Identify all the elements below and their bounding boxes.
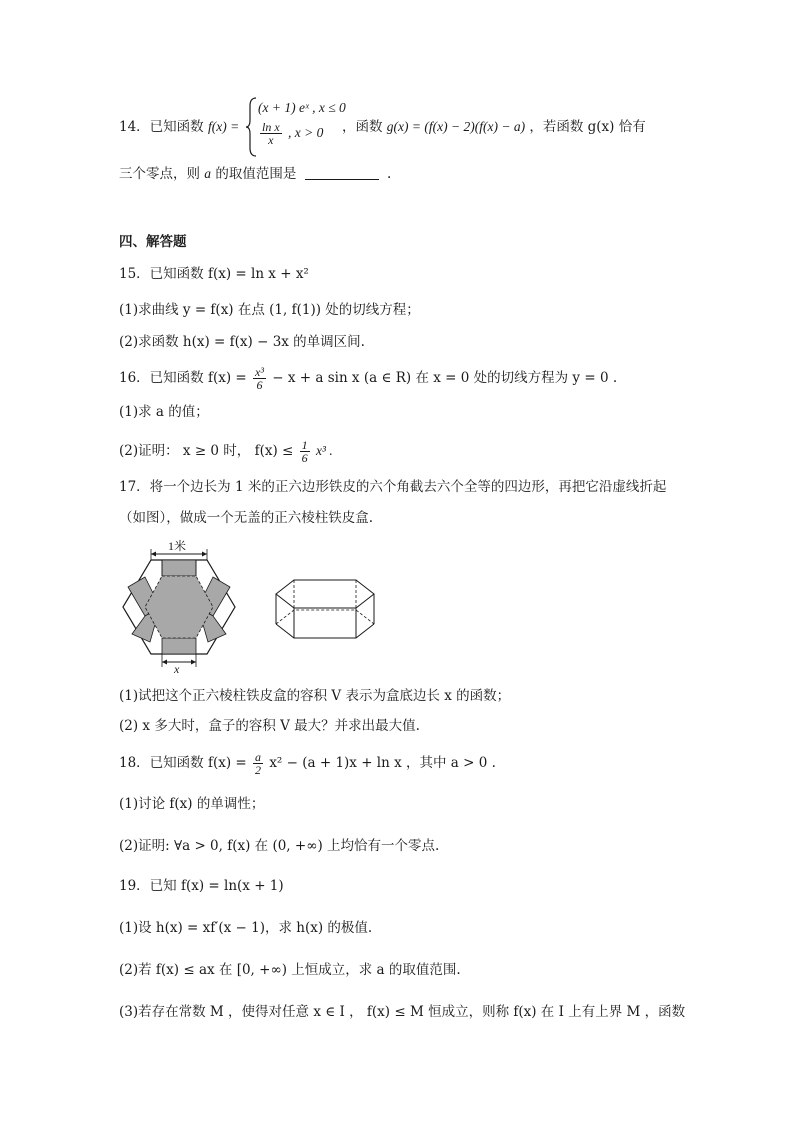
q19-part1: (1)设 h(x) = xf′(x − 1)，求 h(x) 的极值. bbox=[119, 920, 373, 936]
q14-line2end: . bbox=[386, 166, 392, 182]
q16-part2-num: 1 bbox=[301, 438, 308, 452]
q14-line2b: 的取值范围是 bbox=[215, 166, 297, 182]
q16-intro bbox=[119, 363, 617, 393]
q14-case2-frac bbox=[260, 121, 282, 146]
q14-mid: ，函数 bbox=[342, 119, 383, 135]
q18-intro bbox=[119, 748, 496, 778]
q19-intro: 19．已知 f(x) = ln(x + 1) bbox=[119, 878, 284, 894]
q17-prism-figure bbox=[272, 574, 378, 642]
q14-line2 bbox=[119, 164, 391, 184]
q15-intro: 15．已知函数 f(x) = ln x + x² bbox=[119, 266, 309, 282]
q16-frac-den: 6 bbox=[256, 378, 263, 392]
q16-part1: (1)求 a 的值； bbox=[119, 404, 209, 420]
q17-hexagon-figure bbox=[118, 534, 246, 674]
q16-part2-b: x³ . bbox=[315, 443, 333, 458]
q16-intro-b: − x + a sin x (a ∈ R) 在 x = 0 处的切线方程为 y = 0 . bbox=[272, 370, 618, 386]
q16-intro-a: 16．已知函数 f(x) = bbox=[119, 370, 247, 386]
q17-line2: （如图），做成一个无盖的正六棱柱铁皮盒. bbox=[119, 510, 374, 526]
q14-tail: ，若函数 g(x) 恰有 bbox=[529, 119, 646, 135]
q16-frac-num: x³ bbox=[255, 365, 264, 379]
q18-frac-den: 2 bbox=[255, 763, 262, 777]
q14-line1-rest bbox=[342, 117, 646, 137]
q14-case2-num: ln x bbox=[262, 120, 280, 134]
q14-line1 bbox=[119, 117, 239, 137]
q14-line2a: 三个零点，则 bbox=[119, 166, 200, 182]
q18-frac bbox=[253, 751, 263, 776]
q16-part2-frac bbox=[300, 439, 310, 464]
q18-intro-b: x² − (a + 1)x + ln x ，其中 a > 0 . bbox=[269, 755, 496, 771]
q14-fx: f(x) = bbox=[207, 119, 240, 134]
q15-part1: (1)求曲线 y = f(x) 在点 (1, f(1)) 处的切线方程； bbox=[119, 302, 420, 318]
q17-line1: 17．将一个边长为 1 米的正六边形铁皮的六个角截去六个全等的四边形，再把它沿虚线折起 bbox=[119, 479, 667, 495]
q18-intro-a: 18．已知函数 f(x) = bbox=[119, 755, 247, 771]
section-title: 四、解答题 bbox=[119, 234, 187, 250]
q14-case2-den: x bbox=[268, 133, 274, 147]
q14-var-a: a bbox=[204, 166, 212, 181]
q14-piecewise-brace bbox=[246, 96, 258, 158]
q14-answer-blank bbox=[305, 165, 379, 180]
q17-fig-bottom-label: x bbox=[174, 662, 180, 674]
q19-part2: (2)若 f(x) ≤ ax 在 [0, +∞) 上恒成立，求 a 的取值范围. bbox=[119, 962, 461, 978]
q16-frac bbox=[253, 366, 266, 391]
q19-part3: (3)若存在常数 M ，使得对任意 x ∈ I ， f(x) ≤ M 恒成立，则称 f(x) 在 I 上有上界 M ，函数 bbox=[119, 1004, 686, 1020]
q14-case1: (x + 1) eˣ , x ≤ 0 bbox=[258, 100, 346, 115]
q14-gx: g(x) = (f(x) − 2)(f(x) − a) bbox=[386, 119, 526, 134]
q16-part2 bbox=[119, 436, 333, 466]
q16-part2-den: 6 bbox=[301, 451, 308, 465]
q17-fig-top-label: 1米 bbox=[168, 539, 187, 553]
q18-part1: (1)讨论 f(x) 的单调性； bbox=[119, 796, 265, 812]
q18-frac-num: a bbox=[255, 750, 262, 764]
q14-case2-cond: , x > 0 bbox=[287, 125, 324, 140]
q16-part2-a: (2)证明： x ≥ 0 时， f(x) ≤ bbox=[119, 443, 294, 459]
q17-part1: (1)试把这个正六棱柱铁皮盒的容积 V 表示为盒底边长 x 的函数； bbox=[119, 688, 511, 704]
q15-part2: (2)求函数 h(x) = f(x) − 3x 的单调区间. bbox=[119, 334, 365, 350]
q17-part2: (2) x 多大时，盒子的容积 V 最大？并求出最大值. bbox=[119, 718, 420, 734]
q14-case2 bbox=[258, 121, 323, 146]
q14-number: 14．已知函数 bbox=[119, 119, 204, 135]
q18-part2: (2)证明: ∀a > 0, f(x) 在 (0, +∞) 上均恰有一个零点. bbox=[119, 838, 440, 854]
